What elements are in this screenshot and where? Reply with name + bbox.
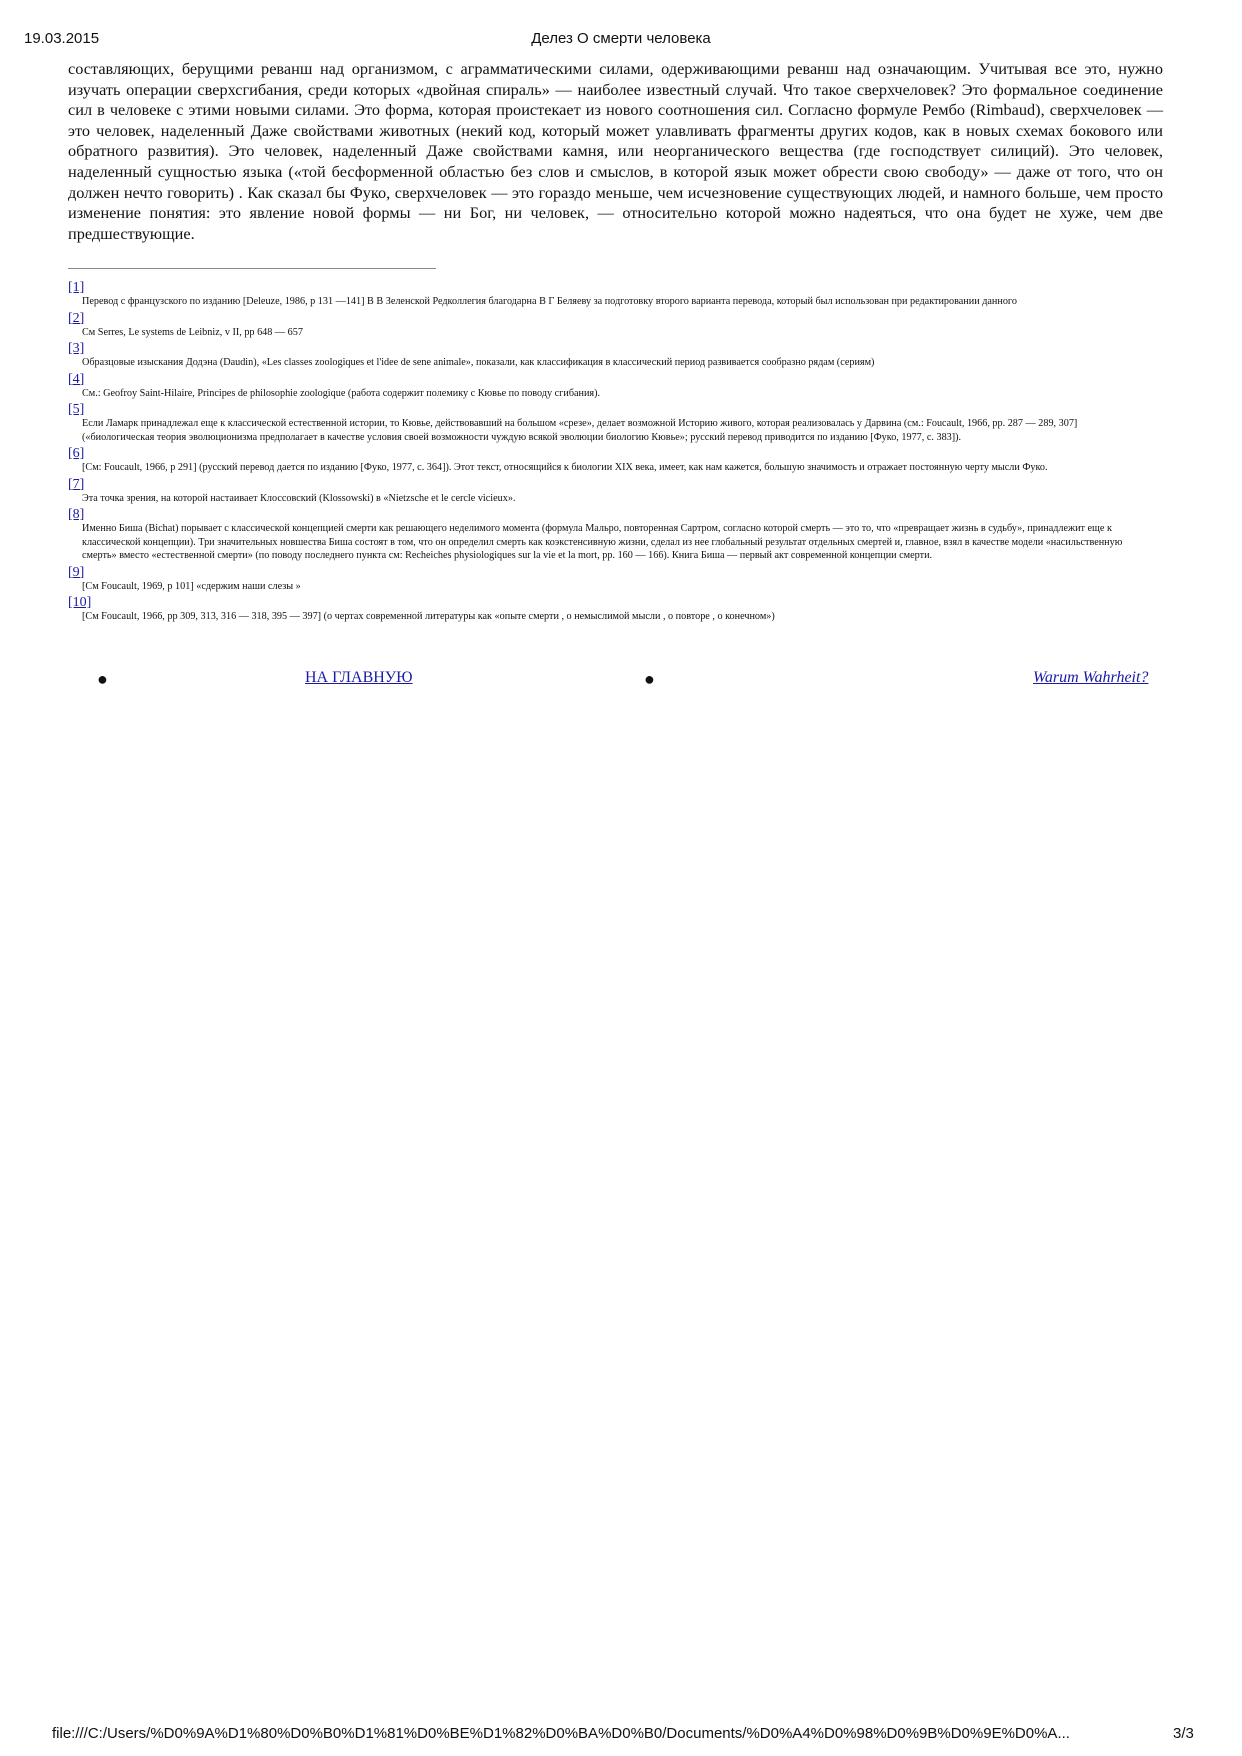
file-url: file:///C:/Users/%D0%9A%D1%80%D0%B0%D1%81%D0%BE%D1%82%D0%BA%D0%B0/Documents/%D0%A4%D0%98%D0%9B%D0%9E%D0%A... — [52, 1725, 1070, 1742]
home-link[interactable]: НА ГЛАВНУЮ — [305, 669, 413, 686]
footnote-4 — [68, 372, 1143, 401]
footnote-link-3[interactable]: [3] — [68, 341, 85, 356]
footnote-text-10: [См Foucault, 1966, pp 309, 313, 316 — 318, 395 — 397] (о чертах современной литературы как «опыте смерти , о немыслимой мысли , о повторе , о конечном») — [82, 611, 775, 622]
footnote-text-7: Эта точка зрения, на которой настаивает Клоссовский (Klossowski) в «Nietzsche et le cercle vicieux». — [82, 492, 516, 504]
footnote-text-9: [См Foucault, 1969, p 101] «сдержим наши слезы » — [82, 580, 301, 592]
footnote-link-6[interactable]: [6] — [68, 446, 85, 461]
print-header — [0, 30, 1242, 52]
footnote-text-2: См Serres, Le systems de Leibniz, v II, pp 648 — 657 — [82, 326, 303, 338]
footnote-7 — [68, 477, 1143, 506]
footnote-text-6: [См: Foucault, 1966, p 291] (русский перевод дается по изданию [Фуко, 1977, с. 364]). Этот текст, относящийся к биологии XIX века, имеет, как нам кажется, большую значимость и отражает постоянную черту мысли Фуко. — [82, 462, 1048, 473]
footnotes — [68, 280, 1143, 626]
footnote-link-4[interactable]: [4] — [68, 371, 85, 387]
footnote-link-7[interactable]: [7] — [68, 476, 85, 492]
footnote-10 — [68, 595, 1143, 624]
footnote-9 — [68, 565, 1143, 594]
footnote-text-3: Образцовые изыскания Додэна (Daudin), «Les classes zoologiques et l'idee de sene animale», показали, как классификация в классический период развивается сообразно рядам (сериям) — [82, 357, 875, 368]
footnote-link-8[interactable]: [8] — [68, 507, 85, 522]
footnote-2 — [68, 311, 1143, 340]
footnote-divider — [68, 268, 436, 269]
footnote-5 — [68, 402, 1143, 444]
nav-bullet-icon: ● — [97, 669, 108, 689]
footnote-link-10[interactable]: [10] — [68, 595, 92, 610]
print-title: Делез О смерти человека — [531, 30, 711, 47]
footnote-1 — [68, 280, 1143, 309]
footnote-8 — [68, 507, 1143, 563]
page-navigation — [0, 666, 1242, 690]
next-article-link[interactable]: Warum Wahrheit? — [1033, 669, 1149, 686]
footnote-link-2[interactable]: [2] — [68, 310, 85, 326]
footnote-text-5: Если Ламарк принадлежал еще к классической естественной истории, то Кювье, действовавший на большом «срезе», делает возможной Историю живого, которая реализовалась у Дарвина (см.: Foucault, 1966, pp. 287 — 289, 307] («биологическая теория эволюционизма предполагает в качестве условия своей возможности чуждую всякой эволюции биологию Кювье»; русский перевод приводится по изданию [Фуко, 1977, с. 383]). — [82, 418, 1078, 443]
print-date: 19.03.2015 — [24, 30, 100, 47]
footnote-text-8: Именно Биша (Bichat) порывает с классической концепцией смерти как решающего неделимого момента (формула Мальро, повторенная Сартром, согласно которой смерть — это то, что «превращает жизнь в судьбу», принадлежит еще к классической концепции). Три значительных новшества Биша состоят в том, что он определил смерть как коэкстенсивную жизни, сделал из нее глобальный результат отдельных смертей и, главное, взял в качестве модели «насильственную смерть» вместо «естественной смерти» (по поводу последнего пункта см: Recheiches physiologiques sur la vie et la mort, pp. 160 — 166). Книга Биша — первый акт современной концепции смерти. — [82, 523, 1123, 561]
footnote-6 — [68, 446, 1143, 475]
footnote-3 — [68, 341, 1143, 370]
footnote-text-1: Перевод с французского по изданию [Deleuze, 1986, p 131 —141] В В Зеленской Редколлегия благодарна В Г Беляеву за подготовку второго варианта перевода, который был использован при редактировании данного — [82, 296, 1017, 307]
footnote-text-4: См.: Geofroy Saint-Hilaire, Principes de philosophie zoologique (работа содержит полемику с Кювье по поводу сгибания). — [82, 387, 601, 399]
footnote-link-9[interactable]: [9] — [68, 564, 85, 580]
footnote-link-5[interactable]: [5] — [68, 402, 85, 417]
print-footer — [0, 1725, 1242, 1747]
body-paragraph: составляющих, берущими реванш над организмом, с аграмматическими силами, одерживающими реванш над означающим. Учитывая все это, нужно изучать операции сверхсгибания, среди которых «двойная спираль» — наиболее известный случай. Что такое сверхчеловек? Это формальное соединение сил в человеке с этими новыми силами. Это форма, которая проистекает из нового соотношения сил. Согласно формуле Рембо (Rimbaud), сверхчеловек — это человек, наделенный Даже свойствами животных (некий код, который может улавливать фрагменты других кодов, как в новых схемах бокового или обратного развития). Это человек, наделенный Даже свойствами камня, или неорганического вещества (где господствует силиций). Это человек, наделенный сущностью языка («той бесформенной областью без слов и смыслов, в которой язык может обрести свою свободу» — даже от того, что он должен нечто говорить) . Как сказал бы Фуко, сверхчеловек — это гораздо меньше, чем исчезновение существующих людей, и намного больше, чем просто изменение понятия: это явление новой формы — ни Бог, ни человек, — относительно которой можно надеяться, что она будет не хуже, чем две предшествующие. — [68, 59, 1163, 243]
footnote-link-1[interactable]: [1] — [68, 280, 85, 295]
nav-bullet-icon: ● — [644, 669, 655, 689]
page-number: 3/3 — [1173, 1725, 1194, 1742]
